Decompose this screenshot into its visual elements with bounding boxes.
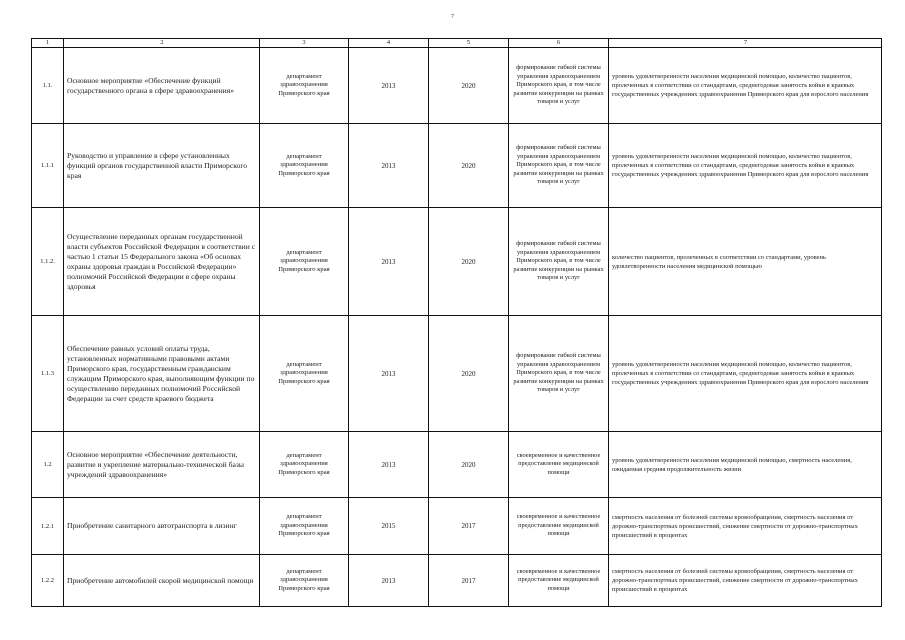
column-header: 2 (64, 39, 260, 48)
table-row (32, 48, 882, 124)
end-year: 2017 (429, 498, 509, 555)
page-number: 7 (451, 14, 454, 20)
start-year: 2013 (349, 316, 429, 432)
start-year: 2013 (349, 124, 429, 208)
activity-name: Приобретение автомобилей скорой медицинской помощи (64, 555, 260, 607)
column-header: 7 (609, 39, 882, 48)
indicators: смертность населения от болезней системы кровообращения, смертность населения от дорожно-транспортных происшествий, снижение смертности от дорожно-транспортных происшествий в процентах (609, 498, 882, 555)
executor: департамент здравоохранения Приморского края (260, 316, 349, 432)
end-year: 2020 (429, 208, 509, 316)
activity-name: Основное мероприятие «Обеспечение деятельности, развитие и укрепление материально-технической базы учреждений здравоохранения» (64, 432, 260, 498)
end-year: 2017 (429, 555, 509, 607)
executor: департамент здравоохранения Приморского края (260, 432, 349, 498)
row-number: 1.2.1 (32, 498, 64, 555)
table-row (32, 555, 882, 607)
column-header: 5 (429, 39, 509, 48)
activity-name: Обеспечение равных условий оплаты труда, установленных нормативными правовыми актами Приморского края, государственным гражданским служащим Приморского края, выполняющим функции по осуществлению переданных полномочий Российской Федерации за счет средств краевого бюджета (64, 316, 260, 432)
column-header: 3 (260, 39, 349, 48)
indicators: уровень удовлетворенности населения медицинской помощью, количество пациентов, пролеченных в соответствии со стандартами, среднегодовая занятость койки в краевых государственных учреждениях здравоохранения Приморского края для взрослого населения (609, 316, 882, 432)
table-row (32, 498, 882, 555)
expected-result: своевременное и качественное предоставление медицинской помощи (509, 498, 609, 555)
start-year: 2015 (349, 498, 429, 555)
table-row (32, 208, 882, 316)
indicators: смертность населения от болезней системы кровообращения, смертность населения от дорожно-транспортных происшествий, снижение смертности от дорожно-транспортных происшествий в процентах (609, 555, 882, 607)
column-header: 6 (509, 39, 609, 48)
indicators: уровень удовлетворенности населения медицинской помощью, количество пациентов, пролеченных в соответствии со стандартами, среднегодовая занятость койки в краевых государственных учреждениях здравоохранения Приморского края для взрослого населения (609, 48, 882, 124)
end-year: 2020 (429, 48, 509, 124)
table-row (32, 124, 882, 208)
expected-result: формирование гибкой системы управления здравоохранением Приморского края, в том числе развитие конкуренции на рынках товаров и услуг (509, 124, 609, 208)
column-header: 1 (32, 39, 64, 48)
row-number: 1.1. (32, 48, 64, 124)
table-row (32, 432, 882, 498)
row-number: 1.2.2 (32, 555, 64, 607)
executor: департамент здравоохранения Приморского края (260, 48, 349, 124)
row-number: 1.1.1 (32, 124, 64, 208)
activity-name: Приобретение санитарного автотранспорта в лизинг (64, 498, 260, 555)
start-year: 2013 (349, 555, 429, 607)
end-year: 2020 (429, 432, 509, 498)
executor: департамент здравоохранения Приморского края (260, 124, 349, 208)
start-year: 2013 (349, 48, 429, 124)
executor: департамент здравоохранения Приморского края (260, 208, 349, 316)
indicators: количество пациентов, пролеченных в соответствии со стандартами, уровень удовлетворенности населения медицинской помощью (609, 208, 882, 316)
activity-name: Осуществление переданных органам государственной власти субъектов Российской Федерации в соответствии с частью 1 статьи 15 Федерального закона «Об основах охраны здоровья граждан в Российской Федерации» полномочий Российской Федерации в сфере охраны здоровья (64, 208, 260, 316)
table-header-row (32, 39, 882, 48)
start-year: 2013 (349, 208, 429, 316)
indicators: уровень удовлетворенности населения медицинской помощью, смертность населения, ожидаемая средняя продолжительность жизни (609, 432, 882, 498)
activity-name: Руководство и управление в сфере установленных функций органов государственной власти Приморского края (64, 124, 260, 208)
end-year: 2020 (429, 124, 509, 208)
expected-result: формирование гибкой системы управления здравоохранением Приморского края, в том числе развитие конкуренции на рынках товаров и услуг (509, 316, 609, 432)
expected-result: своевременное и качественное предоставление медицинской помощи (509, 555, 609, 607)
row-number: 1.1.3 (32, 316, 64, 432)
program-activities-table (31, 38, 882, 607)
row-number: 1.2 (32, 432, 64, 498)
row-number: 1.1.2. (32, 208, 64, 316)
expected-result: формирование гибкой системы управления здравоохранением Приморского края, в том числе развитие конкуренции на рынках товаров и услуг (509, 208, 609, 316)
column-header: 4 (349, 39, 429, 48)
executor: департамент здравоохранения Приморского края (260, 555, 349, 607)
expected-result: формирование гибкой системы управления здравоохранением Приморского края, в том числе развитие конкуренции на рынках товаров и услуг (509, 48, 609, 124)
expected-result: своевременное и качественное предоставление медицинской помощи (509, 432, 609, 498)
executor: департамент здравоохранения Приморского края (260, 498, 349, 555)
activity-name: Основное мероприятие «Обеспечение функций государственного органа в сфере здравоохранения» (64, 48, 260, 124)
end-year: 2020 (429, 316, 509, 432)
table-row (32, 316, 882, 432)
start-year: 2013 (349, 432, 429, 498)
indicators: уровень удовлетворенности населения медицинской помощью, количество пациентов, пролеченных в соответствии со стандартами, среднегодовая занятость койки в краевых государственных учреждениях здравоохранения Приморского края для взрослого населения (609, 124, 882, 208)
